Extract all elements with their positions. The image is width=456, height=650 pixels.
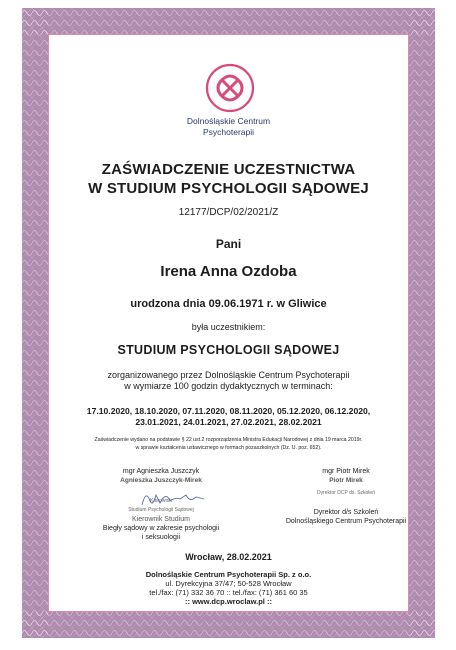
legal-basis (58, 437, 399, 452)
signature-right (276, 467, 416, 526)
reference-number: 12177/DCP/02/2021/Z (178, 207, 279, 218)
signatory-left-name: mgr Agnieszka Juszczyk (122, 468, 200, 475)
salutation: Pani (215, 237, 242, 251)
footer-company: Dolnośląskie Centrum Psychoterapii Sp. z o.o. (145, 570, 312, 579)
organizer-line-2: w wymiarze 100 godzin dydaktycznych w terminach: (124, 381, 333, 391)
company-footer (48, 570, 409, 606)
dates-line-1: 17.10.2020, 18.10.2020, 07.11.2020, 08.11.2020, 05.12.2020, 06.12.2020, (86, 406, 371, 416)
certificate-title (48, 160, 409, 198)
course-name: STUDIUM PSYCHOLOGII SĄDOWEJ (117, 343, 340, 357)
stamp-left-org: Studium Psychologii Sądowej (128, 507, 194, 513)
signatory-right-role: Dyrektor d/s Szkoleń (313, 509, 379, 516)
course-dates (48, 406, 409, 428)
stamp-left-role: Kierownik (150, 498, 172, 504)
dcp-logo-icon (204, 62, 256, 114)
border-website: www.dcp.wroclaw.pl (199, 617, 258, 624)
stamp-right-name: Piotr Mirek (329, 477, 363, 484)
legal-line-1: Zaświadczenie wydano na podstawie § 22 ust.2 rozporządzenia Ministra Edukacji Narodowej z dnia 19 marca 2019r. (94, 437, 363, 443)
stamp-left-name: Agnieszka Juszczyk-Mirek (120, 477, 202, 484)
signatory-left-role: Kierownik Studium (132, 516, 190, 523)
footer-website: :: www.dcp.wroclaw.pl :: (185, 597, 272, 606)
logo-line-2: Psychoterapii (202, 127, 255, 137)
signatory-left-desc-1: Biegły sądowy w zakresie psychologii (102, 525, 220, 532)
logo-text (48, 116, 409, 138)
stamp-right-role: Dyrektor DCP ds. Szkoleń (317, 490, 375, 496)
signatory-right-org: Dolnośląskiego Centrum Psychoterapii (285, 518, 407, 525)
title-line-1: ZAŚWIADCZENIE UCZESTNICTWA (101, 161, 356, 178)
footer-phones: tel./fax: (71) 332 36 70 :: tel./fax: (71) 361 60 35 (149, 588, 308, 597)
title-line-2: W STUDIUM PSYCHOLOGII SĄDOWEJ (88, 180, 369, 197)
handwritten-signature-left (120, 487, 230, 509)
recipient-name: Irena Anna Ozdoba (160, 263, 297, 280)
place-and-date: Wrocław, 28.02.2021 (185, 552, 272, 562)
signatory-right-name: mgr Piotr Mirek (322, 468, 370, 475)
signatory-left-desc-2: i seksuologii (141, 534, 181, 541)
organizer-info (48, 370, 409, 392)
footer-address: ul. Dyrekcyjna 37/47; 50-528 Wrocław (165, 579, 292, 588)
birth-info: urodzona dnia 09.06.1971 r. w Gliwice (130, 298, 327, 310)
logo-line-1: Dolnośląskie Centrum (186, 116, 271, 126)
participant-text: była uczestnikiem: (191, 322, 266, 332)
dates-line-2: 23.01.2021, 24.01.2021, 27.02.2021, 28.02.2021 (135, 417, 322, 427)
legal-line-2: w sprawie kształcenia ustawicznego w formach pozaszkolnych (Dz. U. poz. 652). (135, 444, 322, 451)
organizer-line-1: zorganizowanego przez Dolnośląskie Centrum Psychoterapii (107, 370, 350, 380)
